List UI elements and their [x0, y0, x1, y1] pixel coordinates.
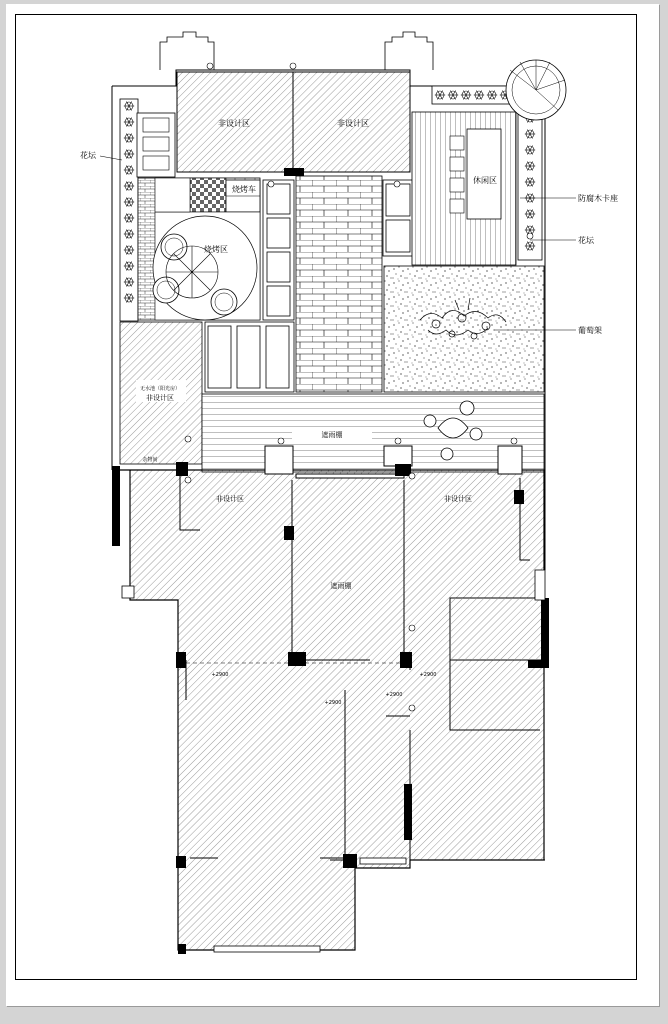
rain-corridor-deck [202, 394, 544, 472]
west-non-design [120, 322, 202, 464]
label-interior: 遮雨棚 [330, 582, 352, 590]
roof-chimneys [160, 32, 433, 70]
level-mark-3: +2900 [385, 692, 403, 698]
level-mark-1: +2900 [211, 672, 229, 678]
label-non-design-mid-r: 非设计区 [444, 495, 472, 503]
label-tool-room: 杂物间 [142, 457, 158, 463]
non-design-top [177, 72, 410, 176]
label-west-note: 无水池（阳光房） [139, 386, 181, 392]
label-leisure-area: 休闲区 [473, 176, 497, 185]
label-non-design-tl: 非设计区 [218, 119, 250, 128]
bbq-area [138, 178, 260, 320]
label-flower-bed-right: 花坛 [578, 236, 594, 245]
leisure-deck [412, 112, 516, 265]
label-anticorrosive-seat: 防腐木卡座 [578, 194, 618, 203]
label-non-design-mid-l: 非设计区 [216, 495, 244, 503]
level-mark-4: +2900 [419, 672, 437, 678]
label-bbq-area: 烧烤区 [204, 245, 228, 254]
label-non-design-west: 非设计区 [146, 394, 174, 402]
paved-walkway [296, 176, 382, 392]
level-mark-2: +2900 [324, 700, 342, 706]
label-non-design-tr: 非设计区 [337, 119, 369, 128]
grape-trellis-area [384, 266, 544, 392]
label-grape-trellis: 葡萄架 [578, 326, 602, 335]
label-rain-corridor: 遮雨棚 [321, 431, 343, 439]
label-flower-bed-left: 花坛 [80, 151, 96, 160]
label-bbq-cart: 烧烤车 [232, 185, 256, 194]
